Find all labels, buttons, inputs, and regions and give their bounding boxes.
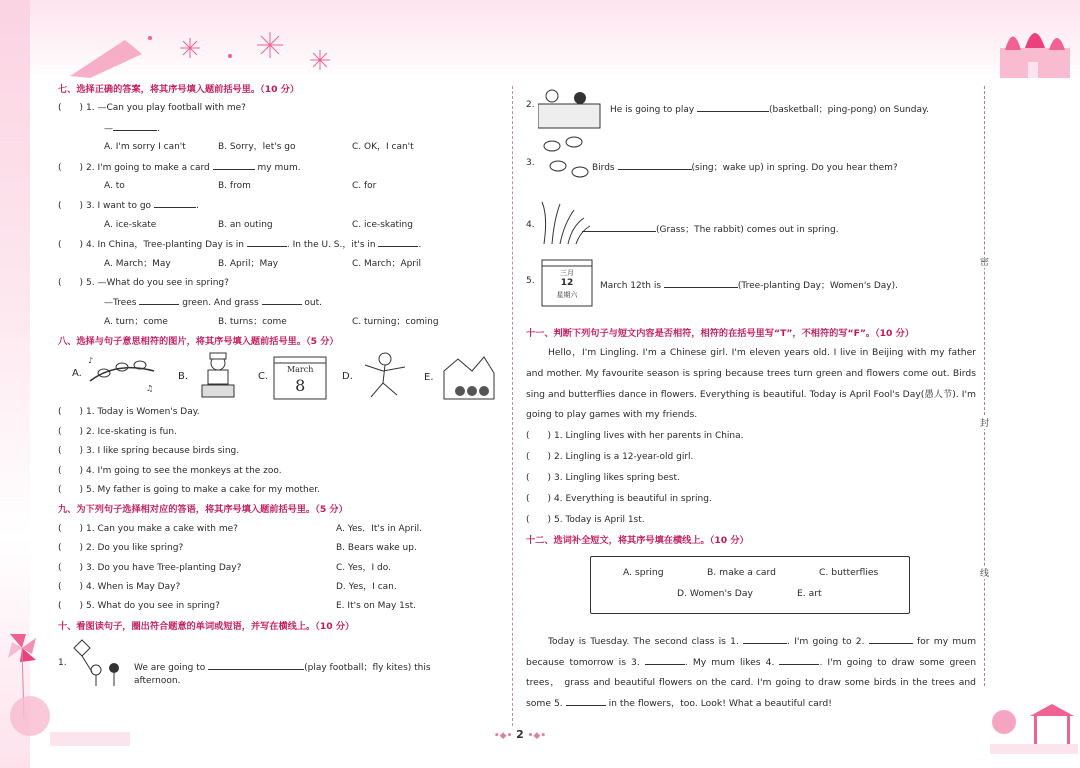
page-dots-right: •◆• [527,731,547,741]
pavilion-decoration [990,700,1078,756]
cloze-text-1: Today is Tuesday. The second class is 1. [548,636,739,648]
sentence [610,100,929,115]
section-12-title: 十二、选词补全短文，将其序号填在横线上。（10 分） [526,534,749,546]
answer-blank[interactable] [139,293,179,305]
q8-1 [58,403,504,422]
question-stem: 4. In China，Tree-planting Day is in [86,240,245,251]
answer-blank[interactable] [208,658,304,670]
item-number: 3. [526,158,535,168]
option-b: B. turns；come [218,316,287,327]
sentence-pre: We are going to [134,663,206,674]
answer-option: D. Yes，I can. [336,581,397,592]
answer-paren[interactable]: ( ) [58,562,84,573]
question-stem: 5. —What do you see in spring? [86,277,229,288]
birds-icon [538,132,598,192]
sentence-post: (play football；fly kites) this [304,663,431,674]
page-dots-left: •◆• [493,731,513,741]
answer-paren[interactable]: ( ) [58,601,84,612]
answer-paren[interactable]: ( ) [58,485,84,496]
picture-e[interactable] [424,351,498,403]
sentence-post: (sing；wake up) in spring. Do you hear them? [691,163,898,173]
sentence [582,220,839,235]
answer-paren[interactable]: ( ) [58,103,84,114]
kids-flying-kites-icon [68,638,128,688]
q10-3 [526,132,976,196]
answer-paren[interactable]: ( ) [58,523,84,534]
answer-blank[interactable] [618,158,692,170]
birds-singing-icon [86,351,158,395]
q7-2-options [58,177,504,196]
answer-option: C. Yes，I do. [336,562,391,573]
option-b: B. Sorry，let's go [218,142,296,153]
answer-paren[interactable]: ( ) [526,430,552,441]
picture-d[interactable] [342,351,413,401]
calendar-weekday: 星期六 [556,291,578,299]
q7-3 [58,196,504,215]
q9-4 [58,578,504,597]
answer-paren[interactable]: ( ) [526,493,552,504]
answer-paren[interactable]: ( ) [526,451,552,462]
picture-letter-e: E. [424,371,434,383]
q7-5-line2 [58,293,504,312]
option-a: A. I'm sorry I can't [104,142,186,153]
blank-3[interactable] [645,653,685,665]
q8-5 [58,481,504,500]
q9-5 [58,597,504,616]
question-text: 3. I like spring because birds sing. [86,446,240,457]
question-text: 3. Do you have Tree-planting Day? [86,562,242,573]
statement-text: 1. Lingling lives with her parents in China. [554,430,744,441]
answer-blank[interactable] [247,235,287,247]
picture-letter-c: C. [258,370,269,382]
picture-options [58,351,504,403]
statement-text: 3. Lingling likes spring best. [554,472,680,483]
calendar-day: 8 [295,376,306,396]
q9-2 [58,539,504,558]
question-text: 5. My father is going to make a cake for my mother. [86,485,321,496]
item-number: 1. [58,658,67,669]
word-option-c: C. butterflies [819,567,879,579]
sentence [600,276,898,291]
q10-1 [58,636,504,688]
q7-1-options [58,138,504,157]
q9-3 [58,559,504,578]
answer-paren[interactable]: ( ) [526,472,552,483]
q11-3 [526,468,976,489]
question-stem: 1. —Can you play football with me? [86,103,246,114]
q7-1 [58,99,504,118]
statement-text: 2. Lingling is a 12-year-old girl. [554,451,694,462]
q7-2 [58,158,504,177]
picture-b[interactable] [178,351,248,401]
question-stem: 2. I'm going to make a card [86,162,210,173]
section-9-title: 九、为下列句子选择相对应的答语，将其序号填入题前括号里。（5 分） [58,504,348,516]
answer-paren[interactable]: ( ) [526,514,552,525]
ping-pong-icon [538,86,608,132]
q7-3-options [58,216,504,235]
column-divider [512,86,513,726]
sentence [134,658,431,673]
option-b: B. April；May [218,258,279,269]
q8-2 [58,423,504,442]
left-column [58,80,504,688]
calendar-day: 12 [560,278,574,288]
picture-a[interactable] [72,351,158,395]
cloze-passage [526,632,976,714]
q7-5 [58,274,504,293]
option-c: C. turning；coming [352,316,439,327]
ice-skater-icon [357,351,413,401]
cloze-text-2: . I'm going to 2. [787,636,865,648]
option-a: A. ice-skate [104,219,157,230]
binding-char-3: 线 [980,566,989,579]
answer-blank-2[interactable] [262,293,302,305]
cloze-text-5: . My mum likes 4. [684,656,775,668]
cloze-text-3: for my mum [916,636,977,648]
question-stem-2: — [104,123,113,134]
svg-text:♫: ♫ [145,384,154,394]
sentence-line2: afternoon. [134,676,181,687]
stem-after: . [418,240,422,251]
stem-after: . [195,201,199,212]
question-text: 2. Ice-skating is fun. [86,426,177,437]
right-column [526,86,976,715]
page-number [490,728,550,741]
answer-paren[interactable]: ( ) [58,240,84,251]
blank-5[interactable] [566,694,606,706]
option-a: A. turn；come [104,316,168,327]
q7-4-options [58,255,504,274]
calendar-month: March [286,365,314,375]
answer-blank-2[interactable] [378,235,418,247]
section-8-title: 八、选择与句子意思相符的图片，将其序号填入题前括号里。（5 分） [58,336,339,348]
q11-1 [526,426,976,447]
question-text: 5. What do you see in spring? [86,601,220,612]
option-a: A. March；May [104,258,171,269]
item-number: 4. [526,220,535,230]
cloze-text-7: grass and beautiful flowers on the card. I'm going to draw some birds in the trees and some [526,677,976,709]
calendar-month: 三月 [560,269,574,277]
castle-decoration [995,18,1075,80]
question-text: 2. Do you like spring? [86,543,184,554]
picture-letter-a: A. [72,367,82,379]
statement-text: 5. Today is April 1st. [554,514,645,525]
q7-5-options [58,313,504,332]
reading-passage: Hello，I'm Lingling. I'm a Chinese girl. I'm eleven years old. I live in Beijing with my father and mother. My favourite season is spring because trees turn green and flowers come out. Birds sing and butterflies dance in flowers. Everything is beautiful. Today is April Fool's Day(愚人节). I'm going to play games with my friends. [526,347,976,421]
sentence-post: (Grass；The rabbit) comes out in spring. [656,225,839,235]
answer-blank[interactable] [697,100,769,112]
question-text: 1. Today is Women's Day. [86,407,200,418]
word-option-d: D. Women's Day [677,588,753,600]
stem-punct: . [157,123,160,134]
item-number: 5. [526,276,535,286]
answer-paren[interactable]: ( ) [58,201,84,212]
cake-chef-icon [192,351,248,401]
blank-2[interactable] [869,632,913,644]
q8-4 [58,462,504,481]
q9-1 [58,520,504,539]
answer-option: A. Yes．It's in April. [336,523,422,534]
answer-blank[interactable] [582,220,656,232]
sentence-pre: Birds [592,163,615,173]
q11-4 [526,489,976,510]
answer-paren[interactable]: ( ) [58,162,84,173]
stem-mid: . In the U. S.，it's in [286,240,376,251]
binding-char-2: 封 [980,416,989,429]
answer-paren[interactable]: ( ) [58,277,84,288]
option-c: C. OK，I can't [352,142,414,153]
answer-paren[interactable]: ( ) [58,446,84,457]
q10-4 [526,196,976,254]
answer-paren[interactable]: ( ) [58,543,84,554]
answer-paren[interactable]: ( ) [58,465,84,476]
answer-blank[interactable] [664,276,738,288]
section-7-title: 七、选择正确的答案，将其序号填入题前括号里。（10 分） [58,84,300,95]
word-bank-box [590,556,910,614]
blank-4[interactable] [779,653,819,665]
question-text: 1. Can you make a cake with me? [86,523,238,534]
q11-5 [526,510,976,531]
option-c: C. for [352,180,377,191]
q10-2 [526,86,976,132]
calendar-icon [540,254,596,310]
section-10-title: 十、看图读句子，圈出符合题意的单词或短语，并写在横线上。（10 分） [58,620,355,632]
question-stem-2: —Trees [104,298,137,309]
answer-blank[interactable] [213,158,255,170]
word-option-b: B. make a card [707,567,776,579]
sentence-pre: He is going to play [610,105,695,115]
cloze-text-9: in the flowers，too. Look! What a beautiful card! [608,697,832,709]
page-number-value: 2 [516,728,524,741]
answer-paren[interactable]: ( ) [58,407,84,418]
item-number: 2. [526,100,535,110]
blank-1[interactable] [743,632,787,644]
section-11-title: 十一、判断下列句子与短文内容是否相符，相符的在括号里写“T”，不相符的写“F”。（10 分） [526,328,915,339]
cloze-text-6: . I'm going to draw some green trees， [526,656,977,689]
cloze-text-4: because tomorrow is 3. [526,656,640,668]
answer-paren[interactable]: ( ) [58,581,84,592]
picture-c[interactable] [258,351,330,401]
question-stem: 3. I want to go [86,201,152,212]
q10-5 [526,254,976,324]
stem-after: my mum. [257,162,301,173]
picture-letter-d: D. [342,370,353,382]
option-b: B. an outing [218,219,273,230]
word-option-a: A. spring [623,567,664,579]
answer-option: E. It's on May 1st. [336,601,416,612]
question-text: 4. When is May Day? [86,581,181,592]
option-b: B. from [218,180,251,191]
binding-line [984,86,985,686]
q11-2 [526,447,976,468]
q7-1-line2 [58,119,504,138]
cloze-text-8: 5. [553,697,563,709]
answer-option: B. Bears wake up. [336,543,417,554]
answer-paren[interactable]: ( ) [58,426,84,437]
word-option-e: E. art [797,588,822,600]
picture-letter-b: B. [178,370,189,382]
option-c: C. March；April [352,258,422,269]
sentence-post: (Tree-planting Day；Women's Day). [737,281,898,291]
svg-text:♪: ♪ [87,356,93,366]
sentence-post: (basketball；ping-pong) on Sunday. [769,105,929,115]
calendar-icon [272,351,330,401]
zoo-monkeys-icon [438,351,498,403]
stem-after: out. [304,298,323,309]
q7-4 [58,235,504,254]
option-c: C. ice-skating [352,219,413,230]
stem-mid: green. And grass [182,298,259,309]
answer-blank[interactable] [154,196,196,208]
fireworks-decoration [30,18,360,78]
question-text: 4. I'm going to see the monkeys at the zoo. [86,465,282,476]
option-a: A. to [104,180,125,191]
statement-text: 4. Everything is beautiful in spring. [554,493,712,504]
q8-3 [58,442,504,461]
answer-blank[interactable] [113,119,157,131]
sentence-pre: March 12th is [600,281,662,291]
binding-char-1: 密 [980,255,989,268]
sentence [592,158,898,173]
